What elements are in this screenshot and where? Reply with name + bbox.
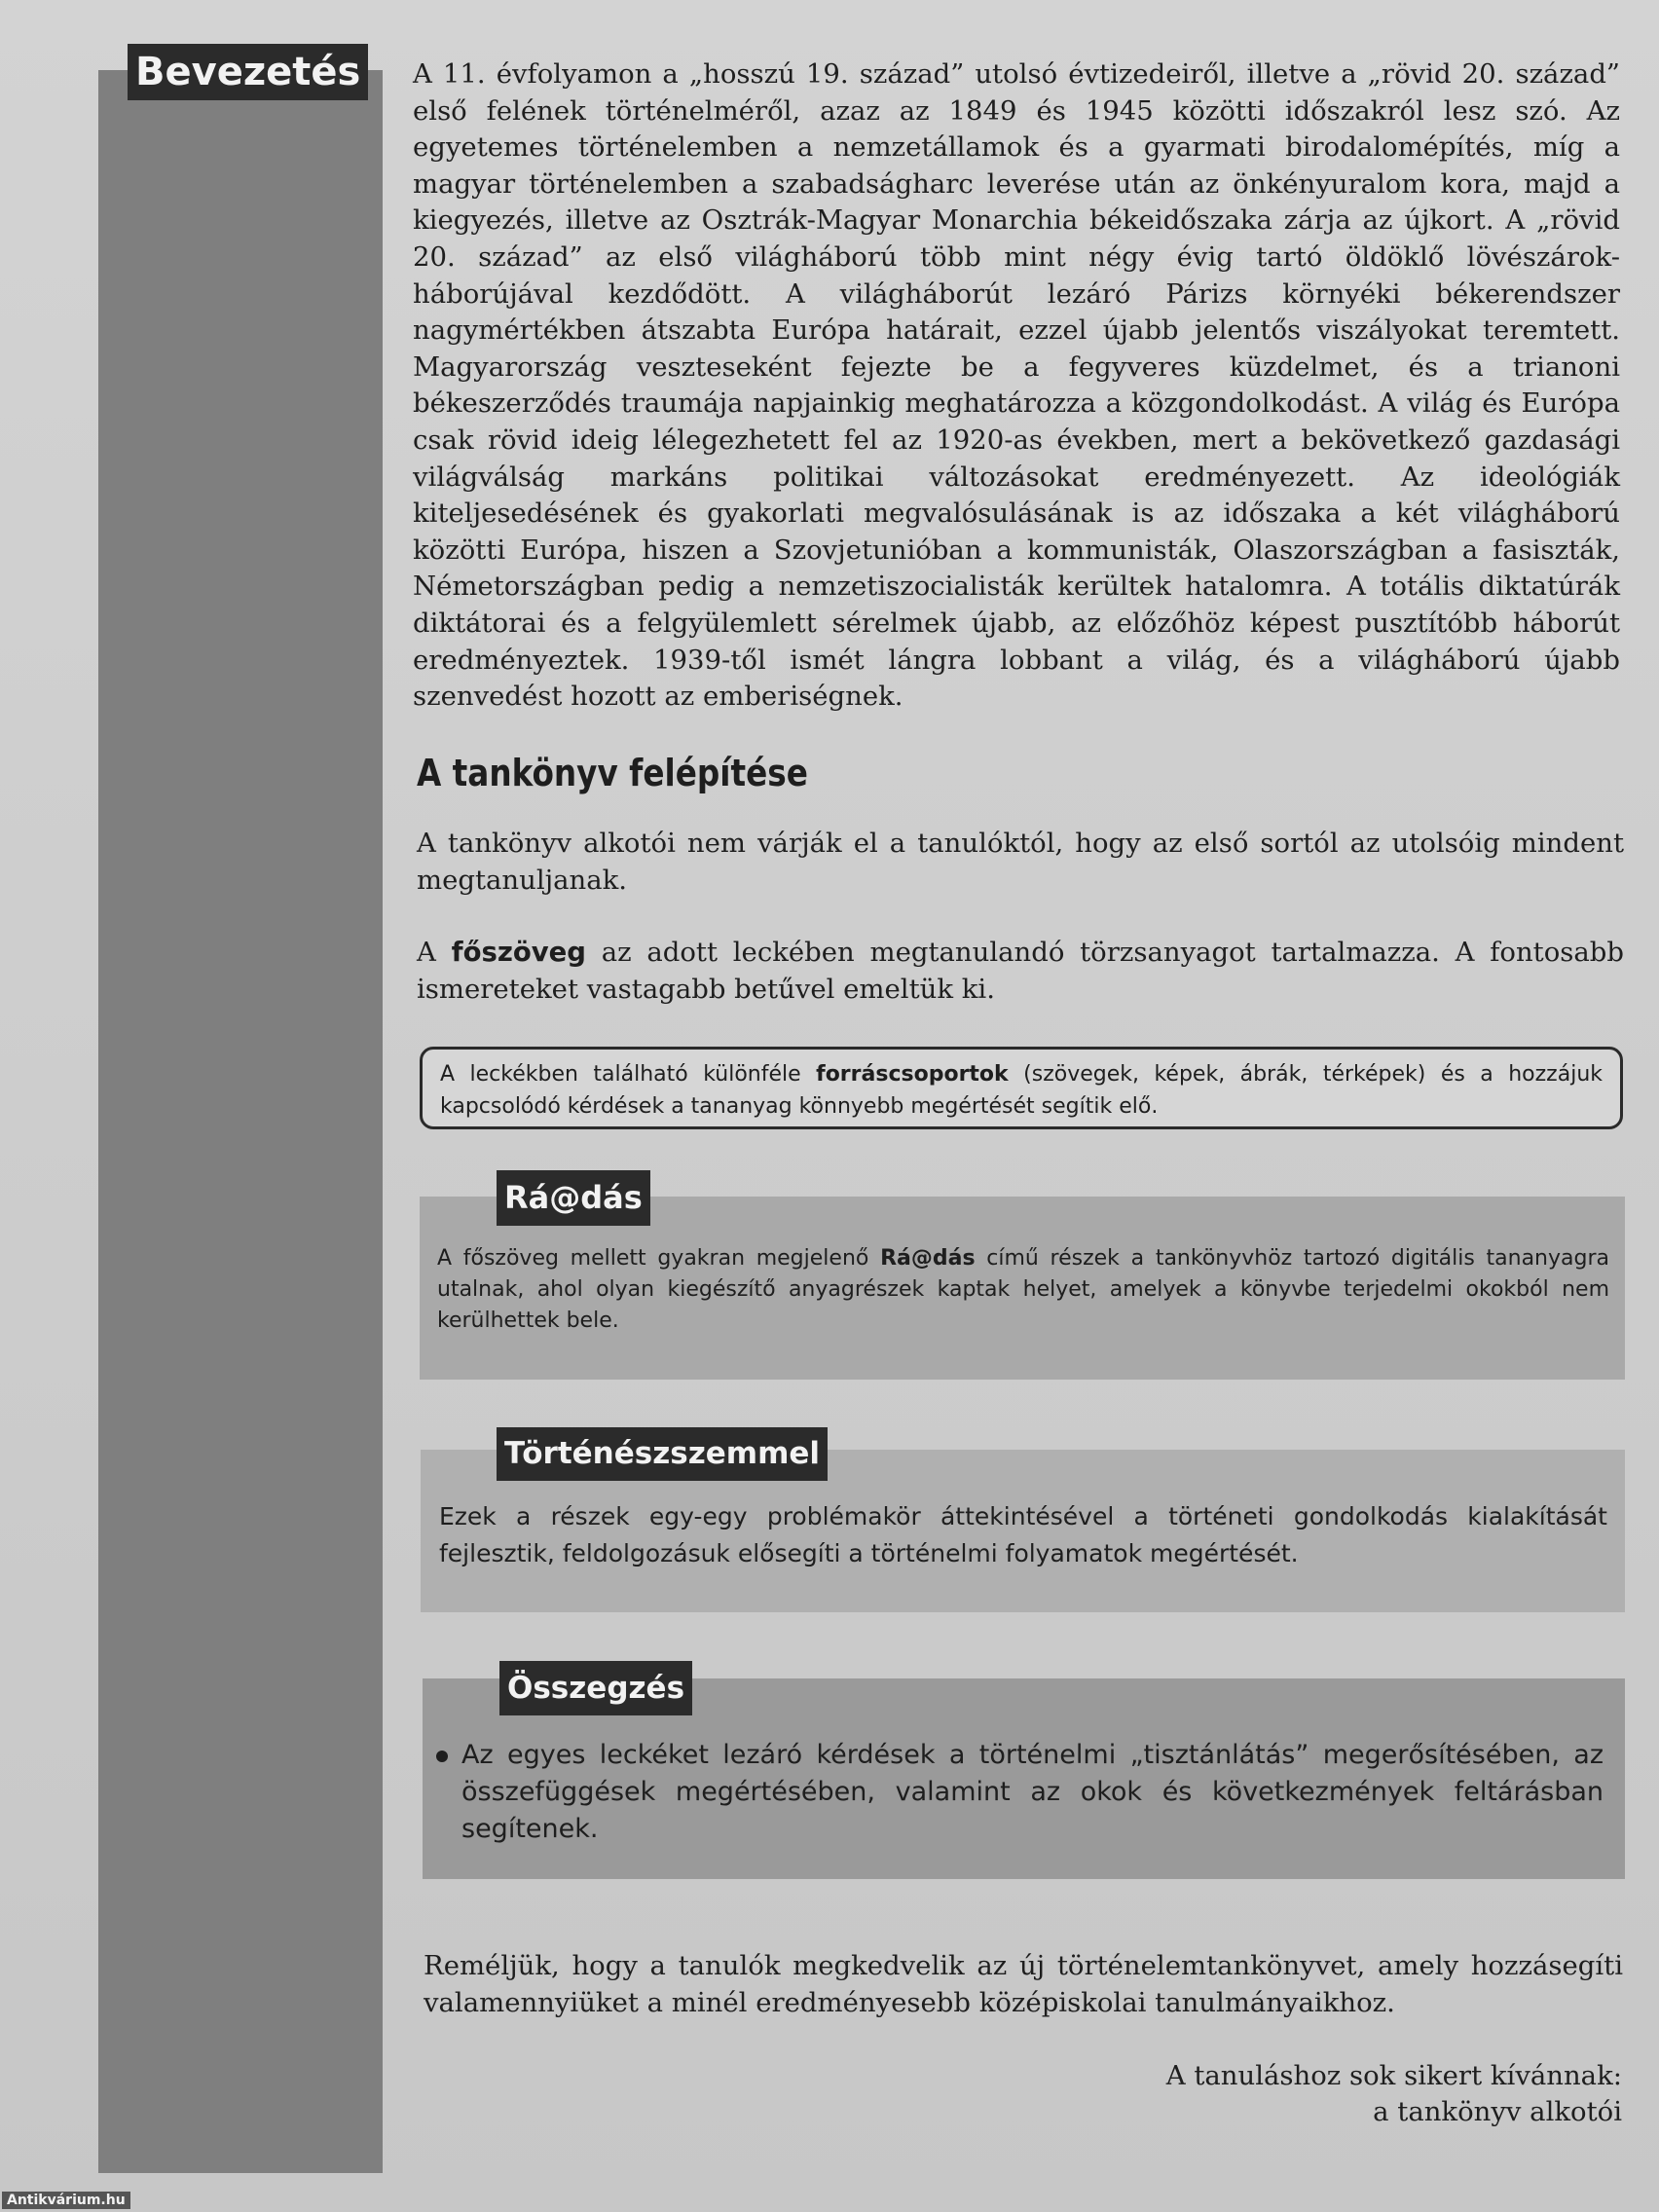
p2-bold-term: főszöveg [451,937,586,968]
closing-paragraph: Reméljük, hogy a tanulók megkedvelik az új történelemtankönyvet, amely hozzásegíti valamennyiüket a minél eredményesebb középiskolai tanulmányaikhoz. [424,1950,1623,2018]
structure-paragraph-2 [417,935,1624,1008]
p2-prefix: A [417,937,452,968]
radas-section-tag: Rá@dás [497,1170,650,1226]
sources-rest: (szövegek, képek, ábrák, térképek) és a hozzájuk kapcsolódó kérdések a tananyag könnyebb megértését segítik elő. [440,1062,1604,1119]
sign-off-line-1: A tanuláshoz sok sikert kívánnak: [1165,2060,1622,2091]
intro-section-tag: Bevezetés [128,44,368,100]
sources-box-text [423,1050,1620,1123]
structure-paragraph-1: A tankönyv alkotói nem várják el a tanulóktól, hogy az első sortól az utolsóig mindent megtanuljanak. [417,828,1624,896]
radas-bold-term: Rá@dás [880,1246,976,1271]
intro-paragraph: A 11. évfolyamon a „hosszú 19. század” utolsó évtizedeiről, illetve a „rövid 20. század” első felének történelméről, azaz az 1849 és 1945 közötti időszakról lesz szó. Az egyetemes történelemben a nemzetállamok és a gyarmati birodalomépítés, míg a magyar történelemben a szabadságharc leverése után az önkényuralom kora, majd a kiegyezés, illetve az Osztrák-Magyar Monarchia békeidőszaka zárja az újkort. A „rövid 20. század” az első világháború több mint négy évig tartó öldöklő lövészárok-háborújával kezdődött. A világháborút lezáró Párizs környéki békerendszer nagymértékben átszabta Európa határait, ezzel újabb jelentős viszályokat teremtett. Magyarország veszteseként fejezte be a fegyveres küzdelmet, és a trianoni békeszerződés traumája napjainkig meghatározza a közgondolkodást. A világ és Európa csak rövid ideig lélegezhetett fel az 1920-as években, mert a bekövetkező gazdasági világválság markáns politikai változásokat eredményezett. Az ideológiák kiteljesedésének és gyakorlati megvalósulásának is az időszaka a két világháború közötti Európa, hiszen a Szovjetunióban a kommunisták, Olaszországban a fasiszták, Németországban pedig a nemzetiszocialisták kerültek hatalomra. A totális diktatúrák diktátorai és a felgyülemlett sérelmek újabb, az előzőhöz képest pusztítóbb háborút eredményeztek. 1939-től ismét lángra lobbant a világ, és a világháború újabb szenvedést hozott az emberiségnek. [413,58,1620,713]
osszegzes-box-text: Az egyes leckéket lezáró kérdések a történelmi „tisztánlátás” megerősítésében, az összefüggések megértésében, valamint az okok és következmények feltárásban segítenek. [461,1740,1604,1844]
bullet-icon [436,1751,448,1762]
source-watermark: Antikvárium.hu [2,2192,130,2209]
tortenesz-section-tag: Történészszemmel [497,1427,828,1481]
sources-info-box [420,1047,1623,1129]
p2-rest: az adott leckében megtanulandó törzsanyagot tartalmazza. A fontosabb ismereteket vastagabb betűvel emeltük ki. [417,937,1624,1005]
left-margin-bar [98,70,383,2173]
radas-prefix: A főszöveg mellett gyakran megjelenő [437,1246,881,1271]
osszegzes-section-tag: Összegzés [499,1661,692,1715]
radas-rest: című részek a tankönyvhöz tartozó digitális tananyagra utalnak, ahol olyan kiegészítő anyagrészek kaptak helyet, amelyek a könyvbe terjedelmi okokból nem kerülhettek bele. [437,1246,1609,1333]
tortenesz-box-text: Ezek a részek egy-egy problémakör áttekintésével a történeti gondolkodás kialakítását fejlesztik, feldolgozásuk elősegíti a történelmi folyamatok megértését. [439,1502,1607,1567]
sources-prefix: A leckékben található különféle [440,1062,817,1087]
sources-bold-term: forráscsoportok [816,1062,1009,1087]
structure-heading: A tankönyv felépítése [417,752,808,794]
sign-off-line-2: a tankönyv alkotói [1373,2096,1622,2127]
